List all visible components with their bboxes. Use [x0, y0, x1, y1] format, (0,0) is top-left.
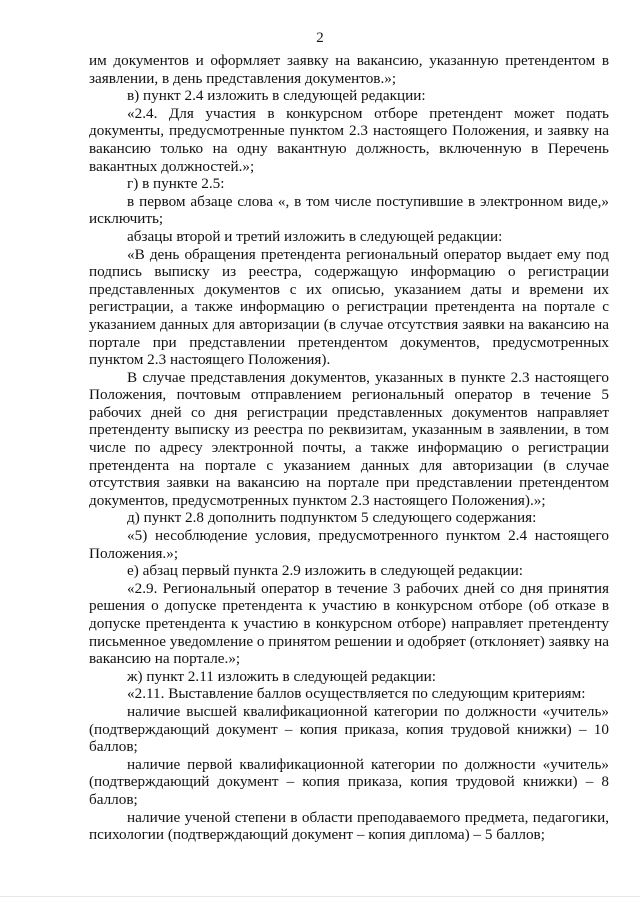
paragraph-item-d: д) пункт 2.8 дополнить подпунктом 5 следующего содержания:: [127, 509, 537, 527]
paragraph-clause-2-9: «2.9. Региональный оператор в течение 3 рабочих дней со дня принятия решения о допуске претендента к участию в конкурсном отборе (об отказе в допуске претендента к участию в конкурсном отборе) направляет претенденту письменное уведомление о принятом решении и одобряет (отклоняет) заявку на вакансию на портале.»;: [89, 579, 609, 668]
document-body: [89, 52, 609, 844]
paragraph-first-abzac: в первом абзаце слова «, в том числе поступившие в электронном виде,» исключить;: [89, 192, 609, 228]
paragraph-clause-2-11: «2.11. Выставление баллов осуществляется по следующим критериям:: [127, 685, 586, 703]
paragraph-item-g: г) в пункте 2.5:: [127, 175, 225, 193]
page-number: 2: [316, 30, 324, 46]
paragraph-item-v: в) пункт 2.4 изложить в следующей редакции:: [127, 87, 426, 105]
paragraph-postal: В случае представления документов, указанных в пункте 2.3 настоящего Положения, почтовым отправлением региональный оператор в течение 5 рабочих дней со дня регистрации представленных документов направляет претенденту выписку из реестра по реквизитам, указанным в заявлении, в том числе по адресу электронной почты, а также информацию о регистрации претендента на портале с указанием данных для авторизации (в случае отсутствия заявки на вакансию на портале при представлении претендентом документов, предусмотренных пунктом 2.3 настоящего Положения).»;: [89, 368, 609, 509]
paragraph-criterion-degree: наличие ученой степени в области преподаваемого предмета, педагогики, психологии (подтверждающий документ – копия диплома) – 5 баллов;: [89, 808, 609, 844]
paragraph-abzacy: абзацы второй и третий изложить в следующей редакции:: [127, 227, 503, 245]
paragraph-item-zh: ж) пункт 2.11 изложить в следующей редакции:: [127, 667, 436, 685]
paragraph-item-e: е) абзац первый пункта 2.9 изложить в следующей редакции:: [127, 562, 524, 580]
paragraph-criterion-highest: наличие высшей квалификационной категории по должности «учитель» (подтверждающий документ – копия приказа, копия трудовой книжки) – 10 баллов;: [89, 702, 609, 756]
paragraph-subclause-5: «5) несоблюдение условия, предусмотренного пунктом 2.4 настоящего Положения.»;: [89, 527, 609, 562]
paragraph-criterion-first: наличие первой квалификационной категории по должности «учитель» (подтверждающий документ – копия приказа, копия трудовой книжки) – 8 баллов;: [89, 755, 609, 808]
scan-edge-line: [0, 896, 640, 897]
paragraph-day-of-request: «В день обращения претендента региональный оператор выдает ему под подпись выписку из реестра, содержащую информацию о регистрации представленных документов с их описью, указанием даты и времени их регистрации, а также информацию о регистрации претендента на портале с указанием данных для авторизации (в случае отсутствия заявки на вакансию на портале при представлении претендентом документов, предусмотренных пунктом 2.3 настоящего Положения).: [89, 245, 609, 369]
paragraph-clause-2-4: «2.4. Для участия в конкурсном отборе претендент может подать документы, предусмотренные пунктом 2.3 настоящего Положения, и заявку на вакансию только на одну вакантную должность, включенную в Перечень вакантных должностей.»;: [89, 104, 609, 175]
paragraph-continuation: им документов и оформляет заявку на вакансию, указанную претендентом в заявлении, в день представления документов.»;: [89, 52, 609, 87]
